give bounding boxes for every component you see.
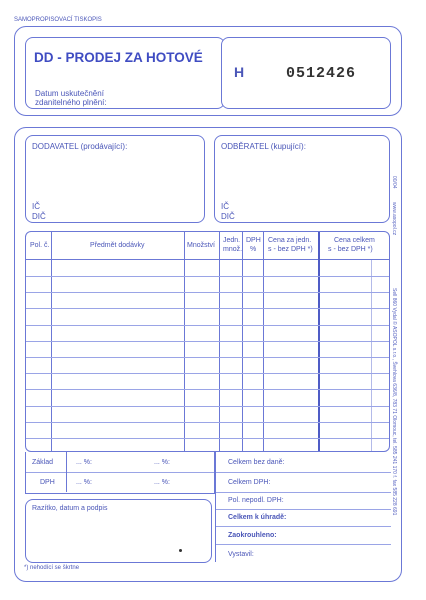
- title-box: [25, 37, 225, 109]
- supplier-title: DODAVATEL (prodávající):: [32, 142, 128, 151]
- dph-pct-1: ... %:: [76, 479, 92, 486]
- date-label-2: zdanitelného plnění:: [35, 98, 107, 107]
- side-code: 00/04: [391, 176, 397, 189]
- col-total-2: s - bez DPH *): [328, 246, 373, 253]
- zaklad-pct-2: ... %:: [154, 459, 170, 466]
- main-frame: [14, 127, 402, 582]
- header-frame: [14, 26, 402, 116]
- col-vat-1: DPH: [246, 237, 261, 244]
- col-price-2: s - bez DPH *): [268, 246, 313, 253]
- issued-by: Vystavil:: [228, 551, 254, 558]
- total-without-vat: Celkem bez daně:: [228, 459, 285, 466]
- table-row-line: [26, 389, 390, 390]
- stamp-box: [25, 499, 212, 563]
- table-row-line: [26, 406, 390, 407]
- total-to-pay: Celkem k úhradě:: [228, 514, 287, 521]
- table-row-line: [26, 438, 390, 439]
- col-total-1: Cena celkem: [334, 237, 375, 244]
- number-box: [221, 37, 391, 109]
- dph-label: DPH: [40, 479, 55, 486]
- side-web: www.asopol.cz: [391, 202, 397, 236]
- col-unit-1: Jedn.: [223, 237, 241, 244]
- totals: [215, 452, 390, 562]
- form-type-label: SAMOPROPISOVACÍ TISKOPIS: [14, 17, 102, 23]
- document-number: 0512426: [286, 65, 357, 82]
- supplier-ic: IČ: [32, 202, 40, 211]
- customer-box: [214, 135, 390, 223]
- non-vat-items: Pol. nepodl. DPH:: [228, 497, 284, 504]
- dot-mark: [179, 549, 182, 552]
- table-row-line: [26, 308, 390, 309]
- series-letter: H: [234, 64, 245, 80]
- customer-ic: IČ: [221, 202, 229, 211]
- table-row-line: [26, 357, 390, 358]
- table-row-line: [26, 341, 390, 342]
- dph-pct-2: ... %:: [154, 479, 170, 486]
- col-pol: Pol. č.: [30, 242, 50, 249]
- supplier-dic: DIČ: [32, 212, 46, 221]
- table-row-line: [26, 292, 390, 293]
- items-table: [25, 231, 390, 452]
- side-publisher: Sell 860 Vydal © ASOPOL s.r.o., Švehlova 636/8, 783 71 Olomouc, tel. 585 241 170 f. fax 585 228 691: [391, 288, 397, 516]
- total-vat: Celkem DPH:: [228, 479, 271, 486]
- col-price-1: Cena za jedn.: [268, 237, 312, 244]
- table-row-line: [26, 373, 390, 374]
- supplier-box: [25, 135, 205, 223]
- date-label-1: Datum uskutečnění: [35, 89, 104, 98]
- col-qty: Množství: [187, 242, 216, 249]
- customer-title: ODBĚRATEL (kupující):: [221, 142, 306, 151]
- table-row-line: [26, 422, 390, 423]
- vat-summary: [25, 452, 215, 494]
- rounded: Zaokrouhleno:: [228, 532, 277, 539]
- table-row-line: [26, 276, 390, 277]
- customer-dic: DIČ: [221, 212, 235, 221]
- col-unit-2: množ.: [223, 246, 243, 253]
- zaklad-pct-1: ... %:: [76, 459, 92, 466]
- footnote: *) nehodící se škrtne: [24, 565, 80, 571]
- zaklad-label: Základ: [32, 459, 54, 466]
- stamp-label: Razítko, datum a podpis: [32, 505, 108, 512]
- col-vat-2: %: [250, 246, 257, 253]
- form-title: DD - PRODEJ ZA HOTOVÉ: [34, 50, 203, 65]
- table-row-line: [26, 325, 390, 326]
- col-item: Předmět dodávky: [90, 242, 145, 249]
